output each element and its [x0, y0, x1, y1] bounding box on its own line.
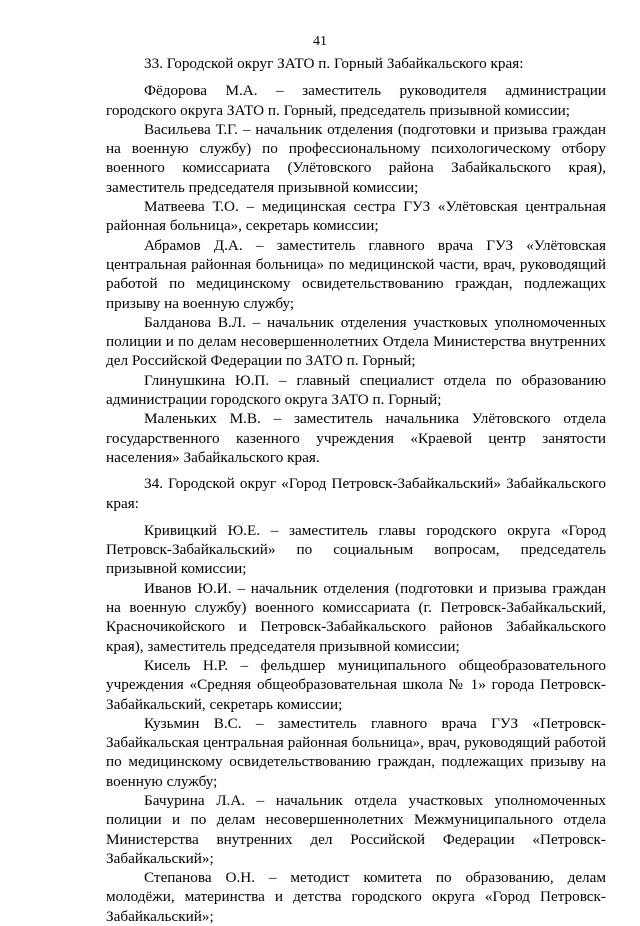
member-glinushkina: Глинушкина Ю.П. – главный специалист отдела по образованию администрации городского округа ЗАТО п. Горный;	[106, 371, 606, 409]
section-heading-33: 33. Городской округ ЗАТО п. Горный Забайкальского края:	[144, 55, 524, 72]
member-krivitsky: Кривицкий Ю.Е. – заместитель главы городского округа «Город Петровск-Забайкальский» по социальным вопросам, председатель призывной комиссии;	[106, 521, 606, 578]
member-fedorova: Фёдорова М.А. – заместитель руководителя администрации городского округа ЗАТО п. Горный, председатель призывной комиссии;	[106, 82, 606, 119]
member-malenkikh: Маленьких М.В. – заместитель начальника Улётовского отдела государственного казенного учреждения «Краевой центр занятости населения» Забайкальского края.	[106, 410, 606, 466]
section-heading-34: 34. Городской округ «Город Петровск-Забайкальский» Забайкальского края:	[106, 475, 606, 512]
member-ivanov: Иванов Ю.И. – начальник отделения (подготовки и призыва граждан на военную службу) военного комиссариата (г. Петровск-Забайкальский, Красночикойского и Петровск-Забайкальского районов Забайкальского края), заместитель председателя призывной комиссии;	[106, 579, 606, 655]
page-number: 41	[313, 34, 327, 49]
member-abramov: Абрамов Д.А. – заместитель главного врача ГУЗ «Улётовская центральная районная больница» по медицинской части, врач, руководящий работой по медицинскому освидетельствованию граждан, подлежащих призыву на военную службу;	[106, 236, 606, 312]
page-content	[106, 54, 606, 926]
member-stepanova: Степанова О.Н. – методист комитета по образованию, делам молодёжи, материнства и детства городского округа «Город Петровск-Забайкальский»;	[106, 869, 606, 925]
member-baldanova: Балданова В.Л. – начальник отделения участковых уполномоченных полиции и по делам несовершеннолетних Отдела Министерства внутренних дел Российской Федерации по ЗАТО п. Горный;	[106, 313, 606, 370]
member-bachurina: Бачурина Л.А. – начальник отдела участковых уполномоченных полиции и по делам несовершеннолетних Межмуниципального отдела Министерства внутренних дел Российской Федерации «Петровск-Забайкальский»;	[106, 791, 606, 867]
member-kuzmin: Кузьмин В.С. – заместитель главного врача ГУЗ «Петровск-Забайкальская центральная районная больница», врач, руководящий работой по медицинскому освидетельствованию граждан, подлежащих призыву на военную службу;	[106, 714, 606, 790]
member-kisel: Кисель Н.Р. – фельдшер муниципального общеобразовательного учреждения «Средняя общеобразовательная школа № 1» города Петровск-Забайкальский, секретарь комиссии;	[106, 656, 606, 713]
member-matveeva: Матвеева Т.О. – медицинская сестра ГУЗ «Улётовская центральная районная больница», секретарь комиссии;	[106, 198, 606, 235]
member-vasilyeva: Васильева Т.Г. – начальник отделения (подготовки и призыва граждан на военную службу) по профессиональному психологическому отбору военного комиссариата (Улётовского района Забайкальского края), заместитель председателя призывной комиссии;	[106, 120, 606, 196]
